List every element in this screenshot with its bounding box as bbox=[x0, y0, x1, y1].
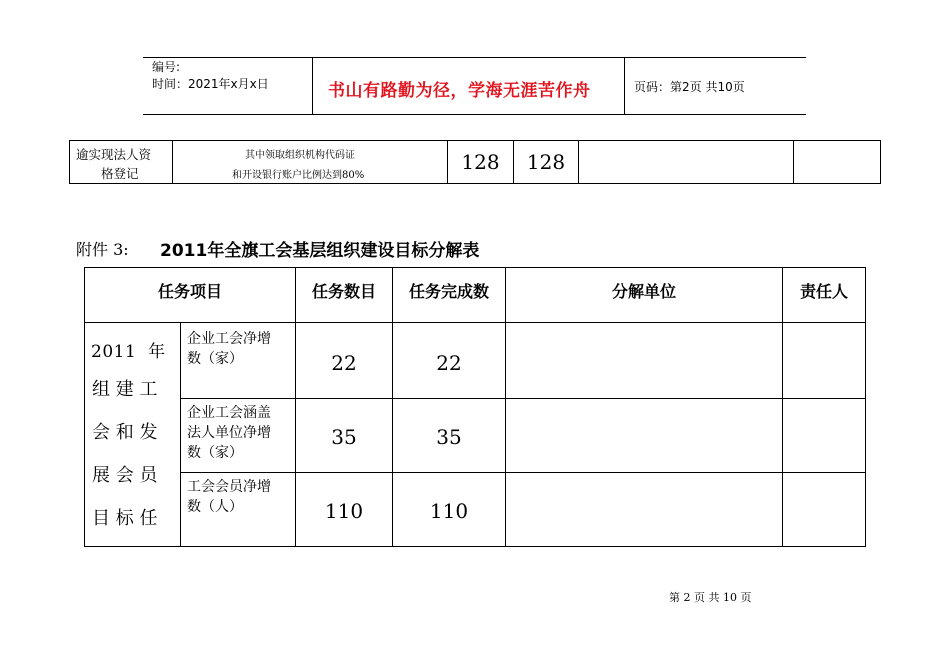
row-person bbox=[783, 323, 865, 398]
header-motto: 书山有路勤为径，学海无涯苦作舟 bbox=[328, 81, 591, 101]
row-item-line: 数（家） bbox=[187, 351, 243, 367]
header-divider-right bbox=[624, 57, 625, 115]
col-header-unit: 分解单位 bbox=[611, 282, 676, 301]
row-item-line: 数（家） bbox=[187, 445, 243, 461]
col-header-completed: 任务完成数 bbox=[408, 282, 489, 301]
time-label: 时间：2021年x月x日 bbox=[152, 77, 269, 91]
row-person bbox=[783, 399, 865, 472]
prev-row-label-line2: 格登记 bbox=[101, 166, 139, 181]
row-item-line: 工会会员净增 bbox=[187, 479, 271, 495]
table-vline bbox=[865, 267, 866, 547]
row-item-line: 法人单位净增 bbox=[187, 425, 271, 441]
page-footer: 第 2 页 共 10 页 bbox=[669, 591, 752, 604]
prev-table-bottom bbox=[69, 183, 881, 184]
row-completed: 22 bbox=[436, 351, 462, 375]
col-header-person: 责任人 bbox=[799, 282, 848, 301]
group-label-line: 展 会 员 bbox=[92, 465, 158, 486]
row-person bbox=[783, 473, 865, 546]
row-target: 35 bbox=[331, 425, 357, 449]
row-target: 110 bbox=[324, 499, 364, 523]
prev-table-vline bbox=[880, 140, 881, 184]
group-label-line: 组 建 工 bbox=[92, 379, 158, 400]
row-unit bbox=[506, 323, 782, 398]
table-bottom bbox=[84, 546, 866, 547]
row-item-line: 企业工会涵盖 bbox=[187, 405, 271, 421]
prev-row-completed: 128 bbox=[526, 150, 566, 174]
prev-row-desc-line2: 和开设银行账户比例达到80% bbox=[232, 170, 365, 181]
col-header-target: 任务数目 bbox=[311, 282, 376, 301]
group-label-line: 会 和 发 bbox=[92, 422, 158, 443]
row-completed: 110 bbox=[429, 499, 469, 523]
group-label-line: 目 标 任 bbox=[92, 508, 158, 529]
col-header-task: 任务项目 bbox=[157, 282, 222, 301]
header-top-rule bbox=[143, 57, 806, 58]
prev-row-label-line1: 逾实现法人资 bbox=[76, 147, 152, 162]
header-bottom-rule bbox=[143, 114, 806, 115]
prev-row-unit bbox=[579, 141, 793, 183]
row-target: 22 bbox=[331, 351, 357, 375]
page-label: 页码：第2页 共10页 bbox=[634, 80, 745, 94]
prev-table-vline bbox=[69, 140, 70, 184]
group-label-line: 2011 年 bbox=[91, 342, 166, 362]
serial-label: 编号: bbox=[152, 60, 181, 74]
prev-table-vline bbox=[172, 140, 173, 184]
row-item-line: 企业工会净增 bbox=[187, 331, 271, 347]
header-divider-left bbox=[312, 57, 313, 115]
attachment-title: 2011年全旗工会基层组织建设目标分解表 bbox=[160, 241, 480, 261]
row-item-line: 数（人） bbox=[187, 499, 243, 515]
row-unit bbox=[506, 399, 782, 472]
prev-row-person bbox=[794, 141, 880, 183]
row-completed: 35 bbox=[436, 425, 462, 449]
prev-row-desc-line1: 其中领取组织机构代码证 bbox=[245, 150, 355, 161]
table-vline bbox=[180, 322, 181, 547]
prev-row-target: 128 bbox=[461, 150, 500, 174]
row-unit bbox=[506, 473, 782, 546]
attachment-prefix: 附件 3: bbox=[76, 240, 129, 259]
